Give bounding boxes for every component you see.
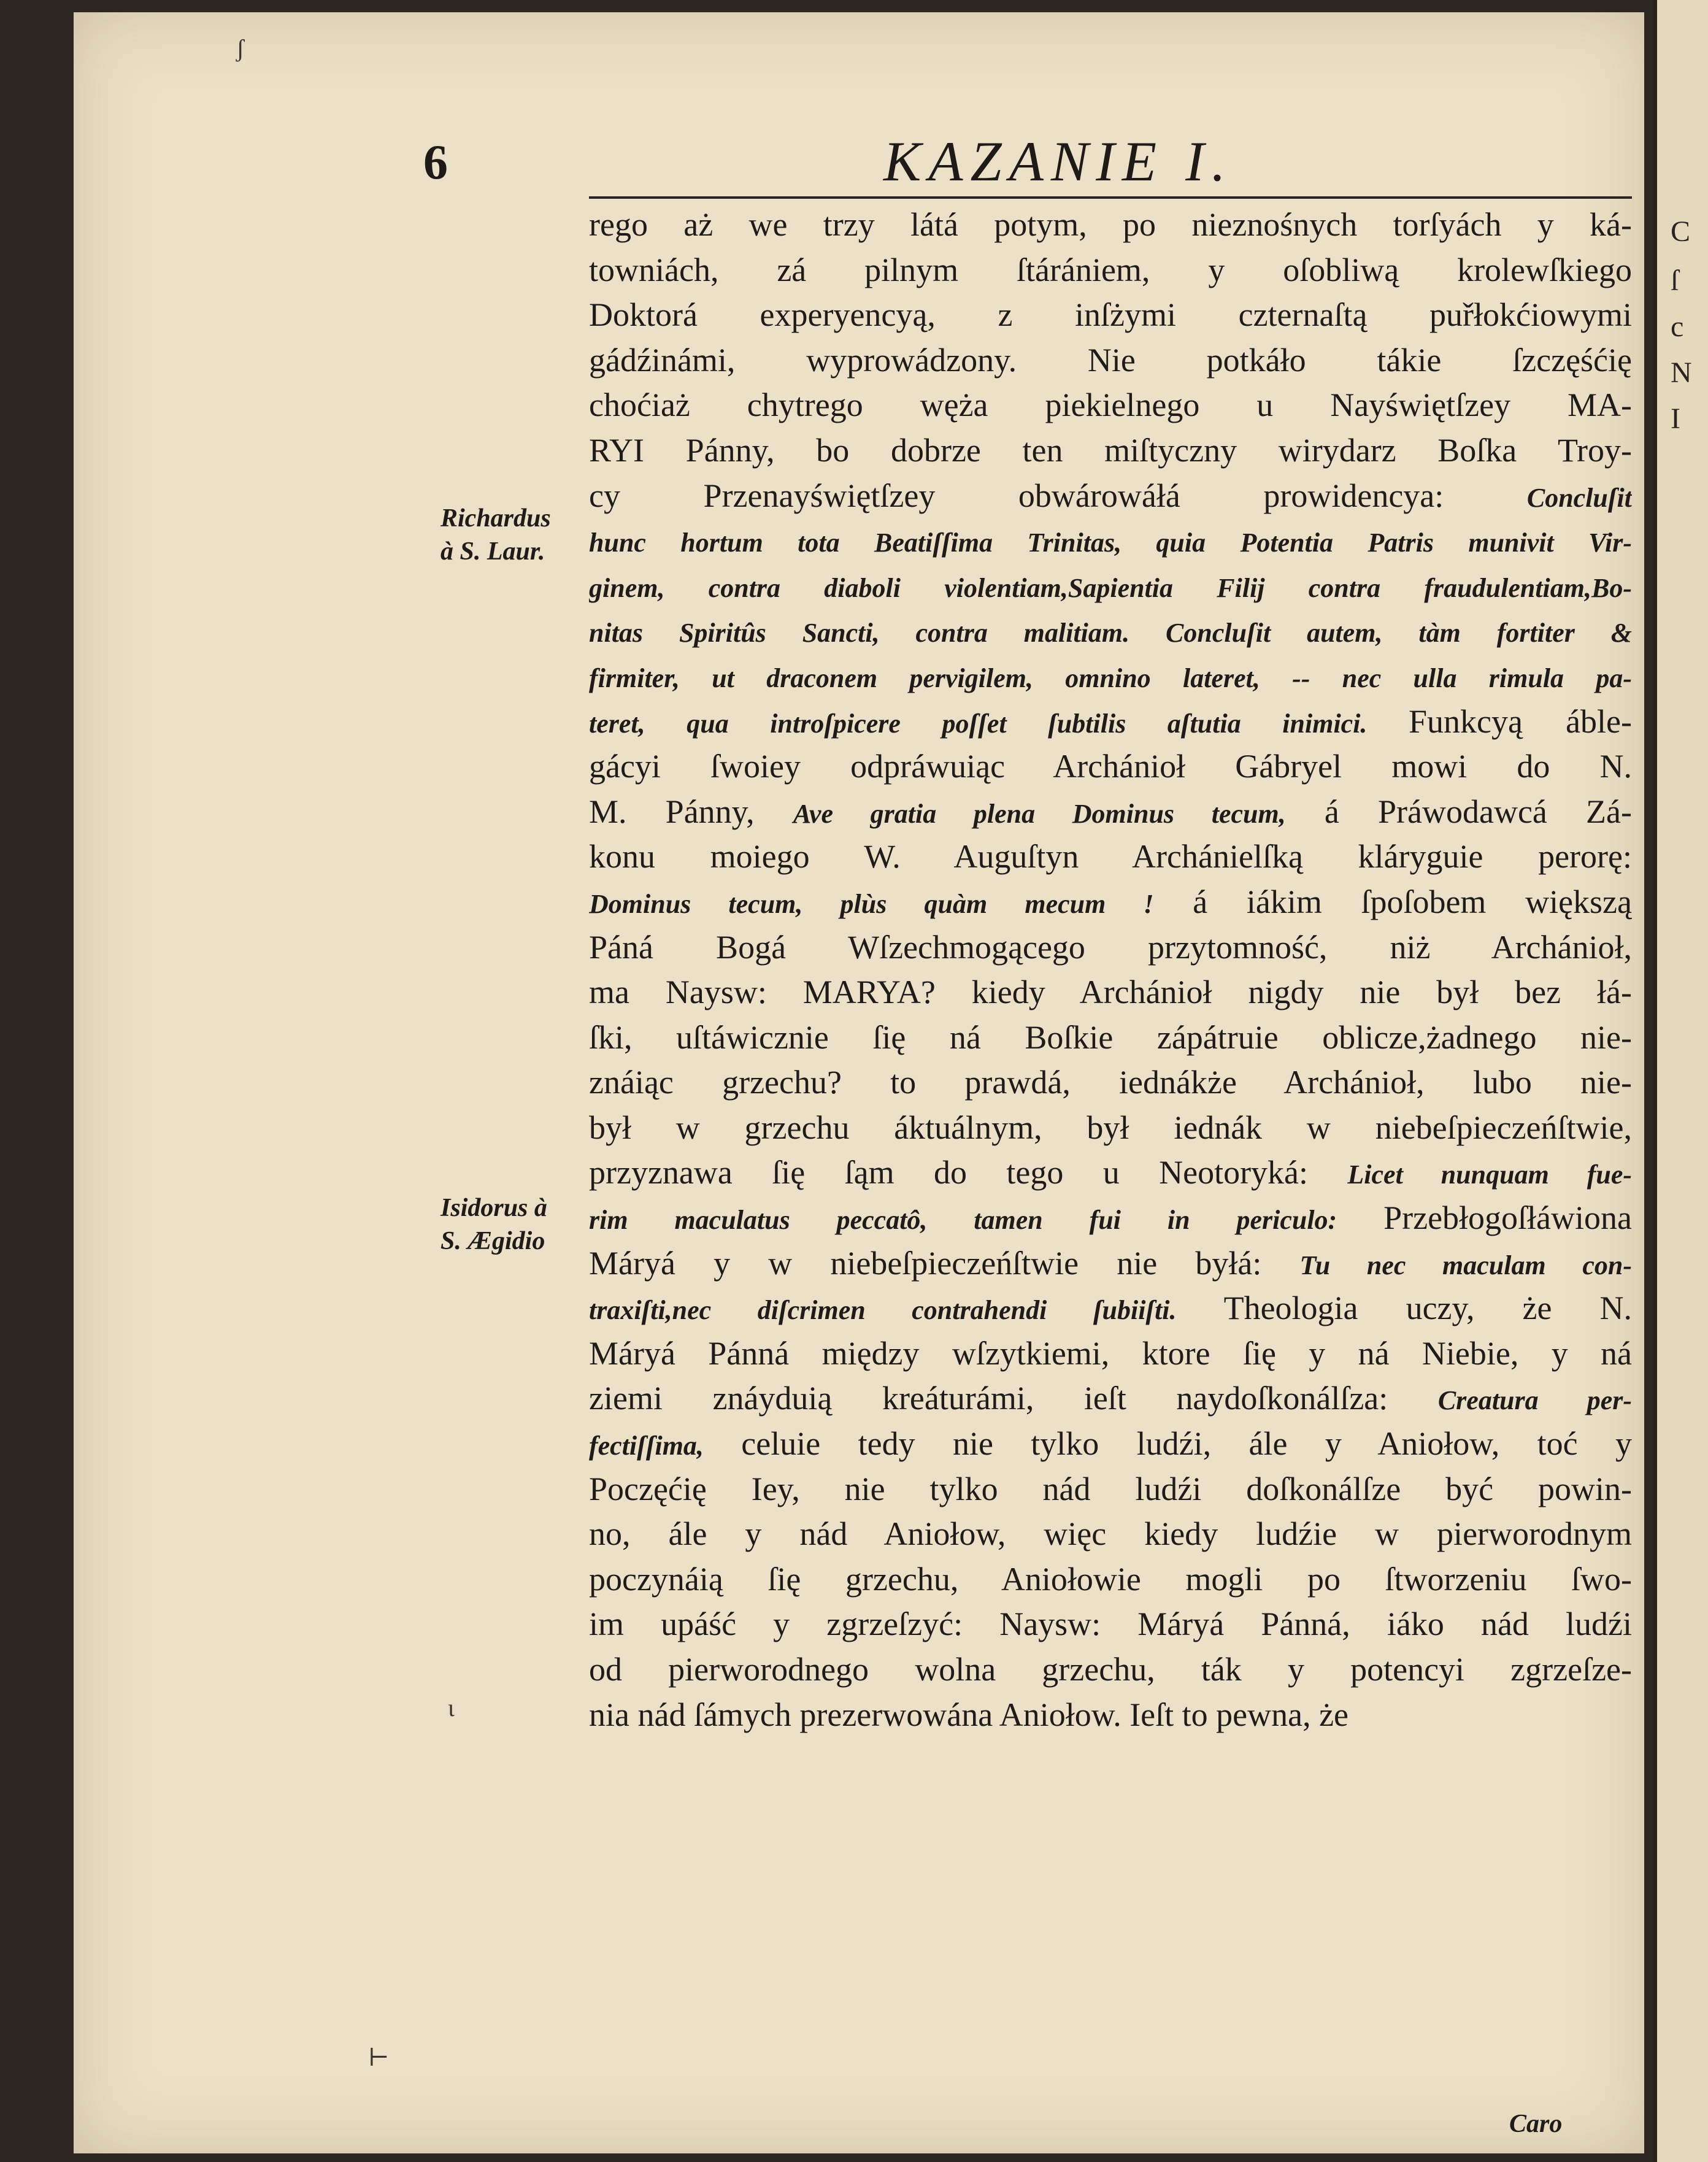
text-segment: Máryá y w niebeſpieczeńſtwie nie byłá:	[589, 1244, 1300, 1282]
text-segment: no, ále y nád Aniołow, więc kiedy ludźie w pierworodnym	[589, 1515, 1632, 1553]
body-text	[589, 202, 1632, 1737]
text-segment: Funkcyą áble-	[1409, 702, 1632, 740]
text-line	[589, 293, 1632, 338]
text-line	[589, 609, 1632, 654]
text-segment: konu moiego W. Auguſtyn Archánielſką kláryguie perorę:	[589, 838, 1632, 875]
text-segment: nia nád ſámych prezerwowána Aniołow. Ieſt to pewna, że	[589, 1696, 1349, 1733]
text-segment: á iákim ſpoſobem większą	[1153, 883, 1632, 920]
text-segment: Páná Bogá Wſzechmogącego przytomność, niż Archánioł,	[589, 928, 1632, 966]
text-segment: Doktorá experyencyą, z inſżymi czternaſtą puřłokćiowymi	[589, 296, 1632, 334]
ink-mark: ʃ	[236, 34, 245, 62]
text-segment: celuie tedy nie tylko ludźi, ále y Aniołow, toć y	[703, 1425, 1632, 1463]
text-line	[589, 1196, 1632, 1241]
next-page-glyph: c	[1671, 310, 1684, 343]
text-line	[589, 1693, 1632, 1738]
margin-note	[440, 502, 551, 568]
text-line	[589, 1647, 1632, 1693]
text-segment: á Práwodawcá Zá-	[1285, 793, 1632, 830]
text-segment: choćiaż chytrego węża piekielnego u Nayświętſzey MA-	[589, 387, 1632, 424]
text-segment: im upáść y zgrzeſzyć: Naysw: Máryá Pánná, iáko nád ludźi	[589, 1606, 1632, 1643]
text-segment: Máryá Pánná między wſzytkiemi, ktore ſię y ná Niebie, y ná	[589, 1334, 1632, 1372]
ink-mark: ⊢	[368, 2044, 390, 2071]
latin-quote: traxiſti,nec diſcrimen contrahendi ſubiiſti.	[589, 1295, 1177, 1326]
text-line	[589, 1150, 1632, 1196]
margin-note	[440, 1191, 547, 1258]
latin-quote: firmiter, ut draconem pervigilem, omnino lateret, -- nec ulla rimula pa-	[589, 663, 1632, 693]
text-line	[589, 564, 1632, 609]
latin-quote: Ave gratia plena Dominus tecum,	[793, 798, 1286, 829]
page-header	[0, 129, 1708, 193]
text-segment: ſki, uſtáwicznie ſię ná Boſkie zápátruie oblicze,żadnego nie-	[589, 1018, 1632, 1056]
latin-quote: fectiſſima,	[589, 1431, 704, 1461]
text-segment: ma Naysw: MARYA? kiedy Archánioł nigdy nie był bez łá-	[589, 974, 1632, 1011]
text-line	[589, 1602, 1632, 1647]
ink-mark: ɩ	[448, 1694, 455, 1722]
text-segment: był w grzechu áktuálnym, był iednák w niebeſpieczeńſtwie,	[589, 1109, 1632, 1146]
next-page-glyph: I	[1671, 402, 1680, 435]
text-line	[589, 1106, 1632, 1151]
text-segment: przyznawa ſię ſąm do tego u Neotoryká:	[589, 1154, 1348, 1191]
text-line	[589, 790, 1632, 835]
catchword: Caro	[1509, 2110, 1563, 2138]
text-line	[589, 834, 1632, 880]
text-segment: RYI Pánny, bo dobrze ten miſtyczny wirydarz Boſka Troy-	[589, 431, 1632, 469]
latin-quote: ginem, contra diaboli violentiam,Sapientia Filij contra fraudulentiam,Bo-	[589, 572, 1632, 603]
text-line	[589, 474, 1632, 519]
latin-quote: Creatura per-	[1437, 1385, 1632, 1416]
header-rule	[589, 196, 1632, 199]
text-segment: cy Przenayświętſzey obwárowáłá prowidencya:	[589, 477, 1527, 514]
text-line	[589, 1060, 1632, 1106]
text-line	[589, 1331, 1632, 1377]
text-line	[589, 925, 1632, 971]
text-segment: M. Pánny,	[589, 793, 793, 830]
text-line	[589, 1557, 1632, 1602]
text-line	[589, 428, 1632, 474]
text-line	[589, 1467, 1632, 1512]
text-line	[589, 383, 1632, 428]
text-segment: znáiąc grzechu? to prawdá, iednákże Archánioł, lubo nie-	[589, 1064, 1632, 1101]
text-line	[589, 970, 1632, 1015]
next-page-glyph: C	[1671, 215, 1691, 248]
margin-note-line: Richardus	[440, 504, 551, 533]
text-line	[589, 1512, 1632, 1557]
latin-quote: hunc hortum tota Beatiſſima Trinitas, quia Potentia Patris munivit Vir-	[589, 528, 1632, 558]
text-line	[589, 1286, 1632, 1331]
page-number: 6	[423, 136, 448, 190]
text-segment: gádźinámi, wyprowádzony. Nie potkáło tákie ſzczęśćię	[589, 341, 1632, 379]
running-title: KAZANIE I.	[883, 130, 1233, 193]
next-page-edge	[1653, 0, 1708, 2162]
text-segment: towniách, zá pilnym ſtárániem, y oſobliwą krolewſkiego	[589, 251, 1632, 288]
text-line	[589, 1421, 1632, 1467]
text-segment: Poczęćię Iey, nie tylko nád ludźi doſkonálſze być powin-	[589, 1470, 1632, 1507]
text-line	[589, 1015, 1632, 1061]
latin-quote: Concluſit	[1526, 482, 1632, 513]
margin-note-line: à S. Laur.	[440, 537, 545, 566]
text-segment: od pierworodnego wolna grzechu, ták y potencyi zgrzeſze-	[589, 1651, 1632, 1688]
margin-note-line: S. Ægidio	[440, 1227, 545, 1255]
margin-note-line: Isidorus à	[440, 1194, 547, 1222]
text-line	[589, 248, 1632, 293]
text-line	[589, 338, 1632, 383]
next-page-glyph: N	[1671, 356, 1692, 389]
text-line	[589, 202, 1632, 248]
text-line	[589, 654, 1632, 699]
text-segment: Theologia uczy, że N.	[1176, 1290, 1632, 1327]
text-segment: Przebłogoſłáwiona	[1383, 1199, 1632, 1237]
text-line	[589, 518, 1632, 564]
text-line	[589, 1241, 1632, 1287]
latin-quote: Licet nunquam fue-	[1347, 1160, 1632, 1190]
text-line	[589, 744, 1632, 790]
text-segment: gácyi ſwoiey odpráwuiąc Archánioł Gábryel mowi do N.	[589, 748, 1632, 785]
latin-quote: Dominus tecum, plùs quàm mecum !	[589, 888, 1154, 919]
latin-quote: nitas Spiritûs Sancti, contra malitiam. Concluſit autem, tàm fortiter &	[589, 618, 1632, 648]
latin-quote: teret, qua introſpicere poſſet ſubtilis aſtutia inimici.	[589, 708, 1409, 739]
text-segment: rego aż we trzy látá potym, po nieznośnych torſyách y ká-	[589, 206, 1632, 243]
text-line	[589, 1376, 1632, 1421]
text-segment: ziemi znáyduią kreáturámi, ieſt naydoſkonálſza:	[589, 1380, 1438, 1417]
text-segment: poczynáią ſię grzechu, Aniołowie mogli po ſtworzeniu ſwo-	[589, 1560, 1632, 1598]
text-line	[589, 880, 1632, 925]
next-page-glyph: ſ	[1671, 264, 1679, 297]
text-line	[589, 699, 1632, 745]
latin-quote: Tu nec maculam con-	[1299, 1250, 1632, 1280]
latin-quote: rim maculatus peccatô, tamen fui in periculo:	[589, 1205, 1384, 1236]
